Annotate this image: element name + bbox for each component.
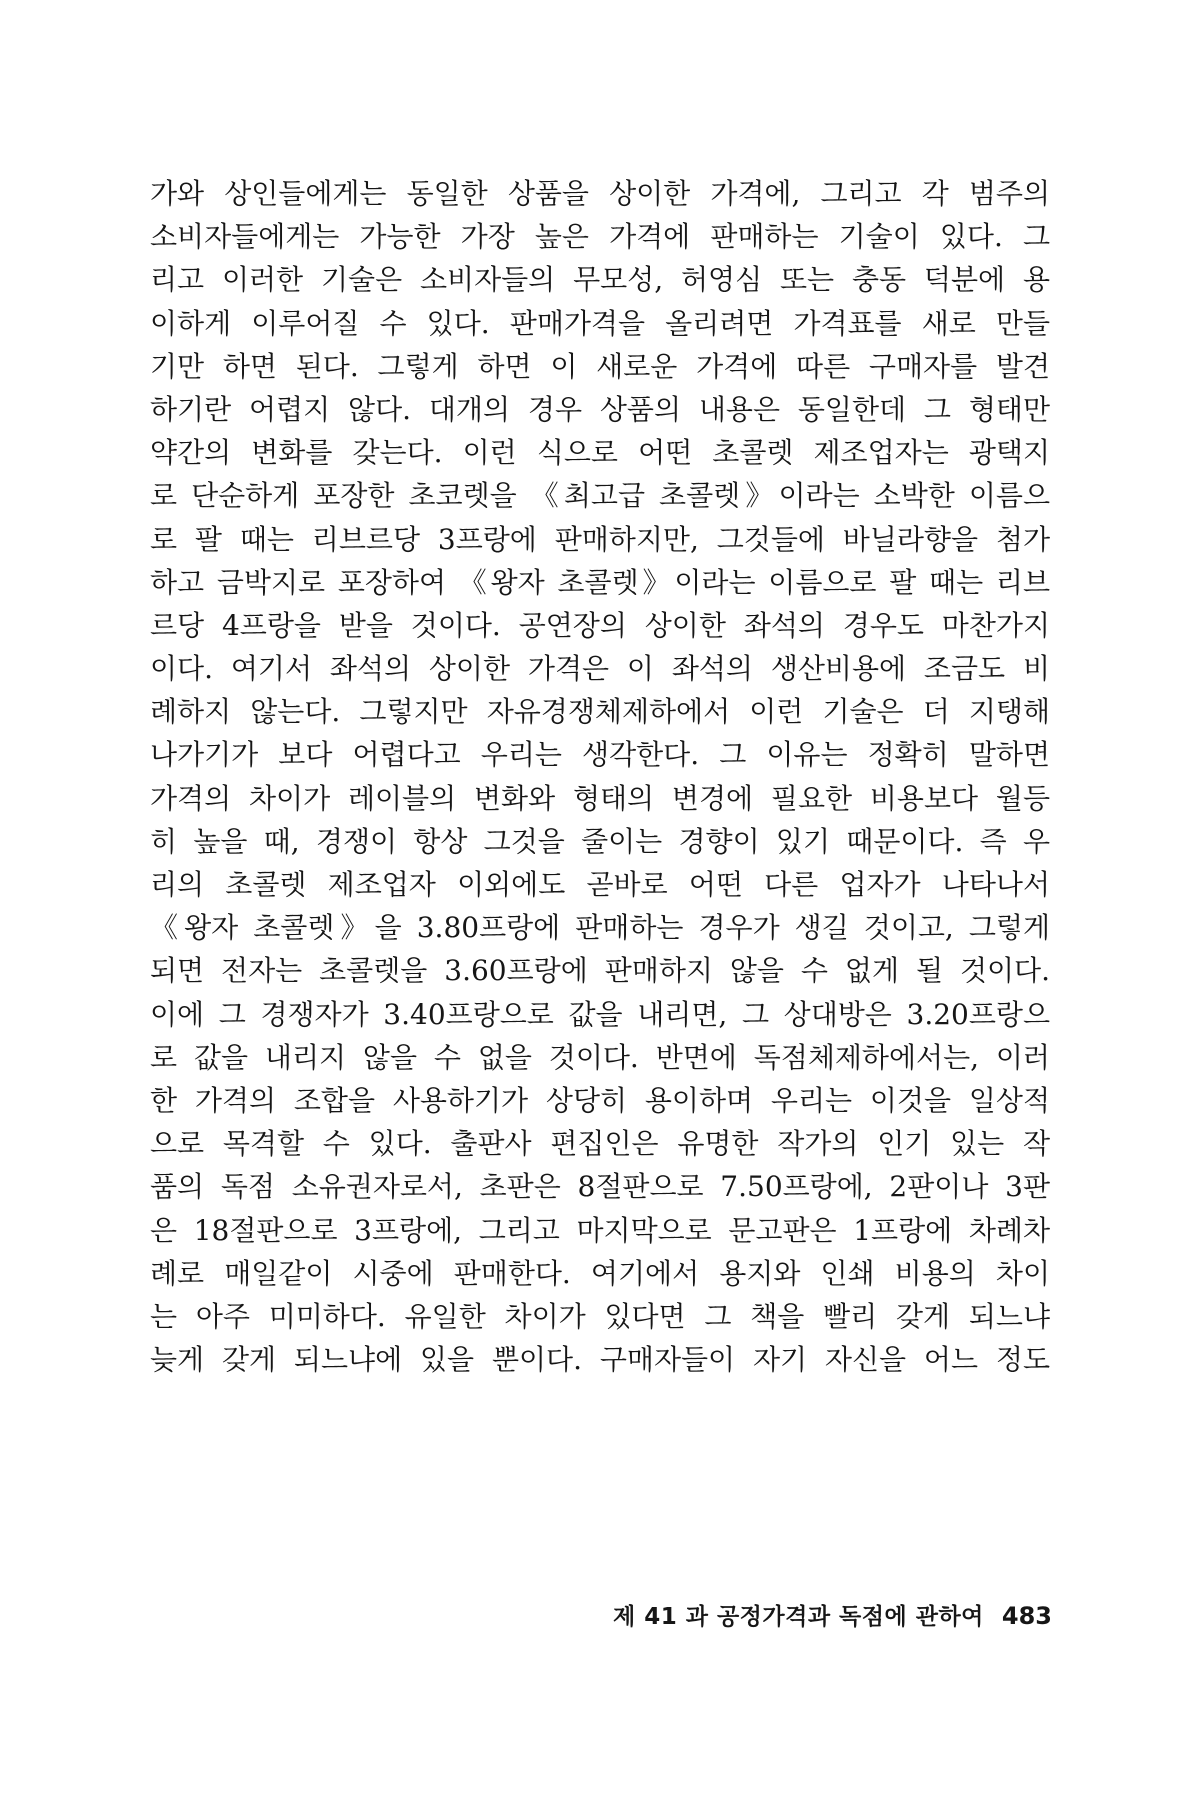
text-line: 기만 하면 된다. 그렇게 하면 이 새로운 가격에 따른 구매자를 발견 [150, 349, 1050, 383]
text-line: 되면 전자는 초콜렛을 3.60프랑에 판매하지 않을 수 없게 될 것이다. [150, 954, 1050, 988]
body-text [150, 172, 1050, 1381]
text-line: 히 높을 때, 경쟁이 항상 그것을 줄이는 경향이 있기 때문이다. 즉 우 [150, 824, 1050, 858]
text-line: 약간의 변화를 갖는다. 이런 식으로 어떤 초콜렛 제조업자는 광택지 [150, 436, 1050, 470]
text-line: 한 가격의 조합을 사용하기가 상당히 용이하며 우리는 이것을 일상적 [150, 1083, 1050, 1117]
text-line: 가격의 차이가 레이블의 변화와 형태의 변경에 필요한 비용보다 월등 [150, 781, 1050, 815]
text-line: 가와 상인들에게는 동일한 상품을 상이한 가격에, 그리고 각 범주의 [150, 177, 1050, 210]
text-line: 이에 그 경쟁자가 3.40프랑으로 값을 내리면, 그 상대방은 3.20프랑으 [150, 997, 1050, 1031]
text-line: 이하게 이루어질 수 있다. 판매가격을 올리려면 가격표를 새로 만들 [150, 306, 1050, 340]
text-line: 례로 매일같이 시중에 판매한다. 여기에서 용지와 인쇄 비용의 차이 [150, 1256, 1050, 1290]
text-line: 례하지 않는다. 그렇지만 자유경쟁체제하에서 이런 기술은 더 지탱해 [150, 695, 1050, 729]
running-footer [613, 1596, 1052, 1636]
text-line: 품의 독점 소유권자로서, 초판은 8절판으로 7.50프랑에, 2판이나 3판 [150, 1170, 1050, 1204]
chapter-title: 제 41 과 공정가격과 독점에 관하여 [613, 1604, 984, 1630]
text-line: 은 18절판으로 3프랑에, 그리고 마지막으로 문고판은 1프랑에 차례차 [150, 1213, 1050, 1247]
text-line: 리의 초콜렛 제조업자 이외에도 곧바로 어떤 다른 업자가 나타나서 [150, 868, 1050, 901]
text-line: 로 단순하게 포장한 초코렛을 《최고급 초콜렛》이라는 소박한 이름으 [150, 479, 1050, 513]
text-line: 나가기가 보다 어렵다고 우리는 생각한다. 그 이유는 정확히 말하면 [150, 738, 1050, 772]
text-line: 로 팔 때는 리브르당 3프랑에 판매하지만, 그것들에 바닐라향을 첨가 [150, 522, 1050, 556]
text-line: 하기란 어렵지 않다. 대개의 경우 상품의 내용은 동일한데 그 형태만 [150, 392, 1050, 426]
text-line: 이다. 여기서 좌석의 상이한 가격은 이 좌석의 생산비용에 조금도 비 [150, 652, 1050, 686]
text-line: 는 아주 미미하다. 유일한 차이가 있다면 그 책을 빨리 갖게 되느냐 [150, 1299, 1050, 1333]
text-line: 하고 금박지로 포장하여 《왕자 초콜렛》이라는 이름으로 팔 때는 리브 [150, 565, 1050, 599]
page-number: 483 [1001, 1602, 1052, 1630]
text-line: 소비자들에게는 가능한 가장 높은 가격에 판매하는 기술이 있다. 그 [150, 220, 1050, 254]
text-line: 로 값을 내리지 않을 수 없을 것이다. 반면에 독점체제하에서는, 이러 [150, 1040, 1050, 1074]
text-line: 늦게 갖게 되느냐에 있을 뿐이다. 구매자들이 자기 자신을 어느 정도 [150, 1343, 1050, 1377]
text-line: 《왕자 초콜렛》을 3.80프랑에 판매하는 경우가 생길 것이고, 그렇게 [150, 911, 1050, 945]
text-line: 으로 목격할 수 있다. 출판사 편집인은 유명한 작가의 인기 있는 작 [150, 1127, 1050, 1161]
text-line: 르당 4프랑을 받을 것이다. 공연장의 상이한 좌석의 경우도 마찬가지 [150, 608, 1050, 642]
text-line: 리고 이러한 기술은 소비자들의 무모성, 허영심 또는 충동 덕분에 용 [150, 263, 1050, 297]
